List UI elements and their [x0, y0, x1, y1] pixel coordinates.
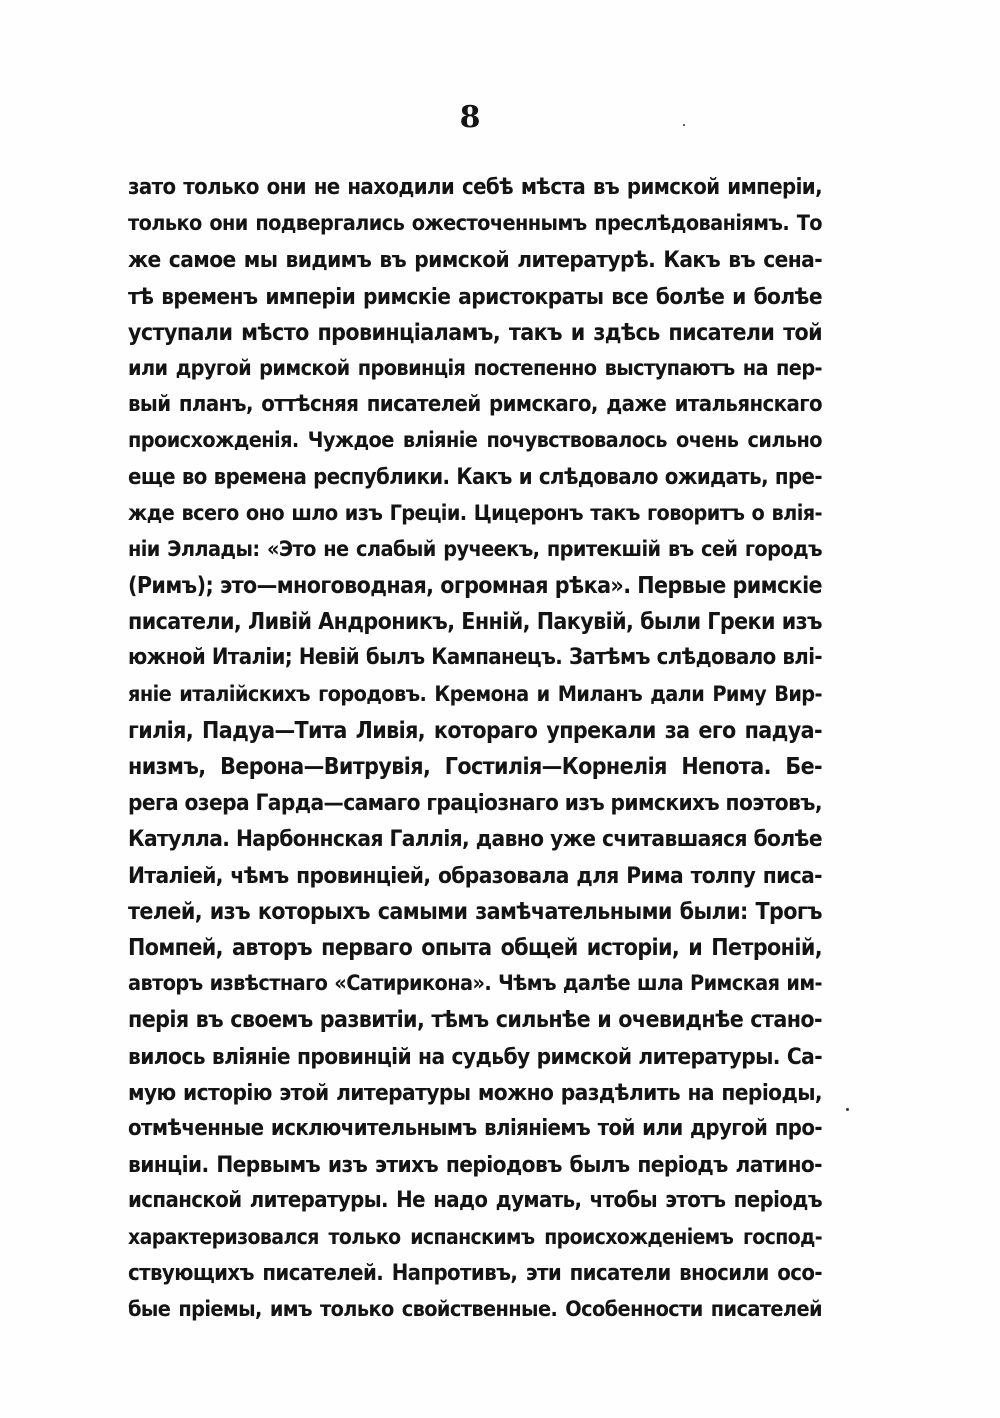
text-line: только они подвергались ожесточеннымъ преслѣдованіямъ. То: [128, 211, 822, 237]
text-line: писатели, Ливій Андроникъ, Енній, Пакувій, были Греки изъ: [128, 609, 822, 636]
print-speck: [683, 124, 685, 126]
text-line: гилія, Падуа—Тита Ливія, котораго упрекали за его падуа-: [128, 717, 822, 744]
text-line: испанской литературы. Не надо думать, чтобы этотъ періодъ: [128, 1188, 822, 1214]
text-line: низмъ, Верона—Витрувія, Гостилія—Корнелія Непота. Бе-: [128, 754, 822, 780]
text-line: уступали мѣсто провинціаламъ, такъ и здѣсь писатели той: [128, 319, 822, 346]
text-line: телей, изъ которыхъ самыми замѣчательными были: Трогъ: [128, 898, 822, 925]
text-line: (Римъ); это—многоводная, огромная рѣка». Первые римскіе: [128, 573, 822, 600]
text-line: же самое мы видимъ въ римской литературѣ. Какъ въ сена-: [128, 247, 822, 274]
text-line: Италіей, чѣмъ провинціей, образовала для Рима толпу писа-: [128, 862, 822, 889]
text-line: ніи Эллады: «Это не слабый ручеекъ, притекшій въ сей городъ: [128, 536, 822, 562]
text-line: или другой римской провинція постепенно выступаютъ на пер-: [128, 355, 822, 381]
text-line: ствующихъ писателей. Напротивъ, эти писатели вносили осо-: [128, 1260, 822, 1286]
text-line: еще во времена республики. Какъ и слѣдовало ожидать, пре-: [128, 464, 822, 490]
text-line: вый планъ, оттѣсняя писателей римскаго, даже итальянскаго: [128, 392, 822, 418]
text-line: отмѣченные исключительнымъ вліяніемъ той или другой про-: [128, 1115, 822, 1141]
text-line: Помпей, авторъ перваго опыта общей исторіи, и Петроній,: [128, 934, 822, 961]
text-line: характеризовался только испанскимъ происхожденіемъ господ-: [128, 1225, 822, 1250]
text-line: Катулла. Нарбоннская Галлія, давно уже считавшаяся болѣе: [128, 826, 822, 853]
text-line: зато только они не находили себѣ мѣста въ римской имперіи,: [128, 175, 822, 200]
text-line: жде всего оно шло изъ Греціи. Цицеронъ такъ говоритъ о влія-: [128, 500, 822, 526]
text-line: перія въ своемъ развитіи, тѣмъ сильнѣе и очевиднѣе стано-: [128, 1007, 822, 1034]
print-speck: [846, 1108, 849, 1111]
text-line: южной Италіи; Невій былъ Кампанецъ. Затѣмъ слѣдовало влі-: [128, 645, 822, 671]
text-line: винціи. Первымъ изъ этихъ періодовъ былъ періодъ латино-: [128, 1152, 822, 1179]
text-line: вилось вліяніе провинцій на судьбу римской литературы. Са-: [128, 1043, 822, 1070]
body-text: [128, 170, 822, 1328]
text-line: авторъ извѣстнаго «Сатирикона». Чѣмъ далѣе шла Римская им-: [128, 971, 822, 997]
page-number: 8: [459, 100, 481, 135]
text-line: бые пріемы, имъ только свойственные. Особенности писателей: [128, 1296, 822, 1322]
text-line: мую исторію этой литературы можно раздѣлить на періоды,: [128, 1079, 822, 1106]
text-line: рега озера Гарда—самаго граціознаго изъ римскихъ поэтовъ,: [128, 790, 822, 817]
text-line: тѣ временъ имперіи римскіе аристократы все болѣе и болѣе: [128, 283, 822, 310]
text-line: яніе италійскихъ городовъ. Кремона и Миланъ дали Риму Вир-: [128, 681, 822, 707]
text-line: происхожденія. Чуждое вліяніе почувствовалось очень сильно: [128, 428, 822, 454]
